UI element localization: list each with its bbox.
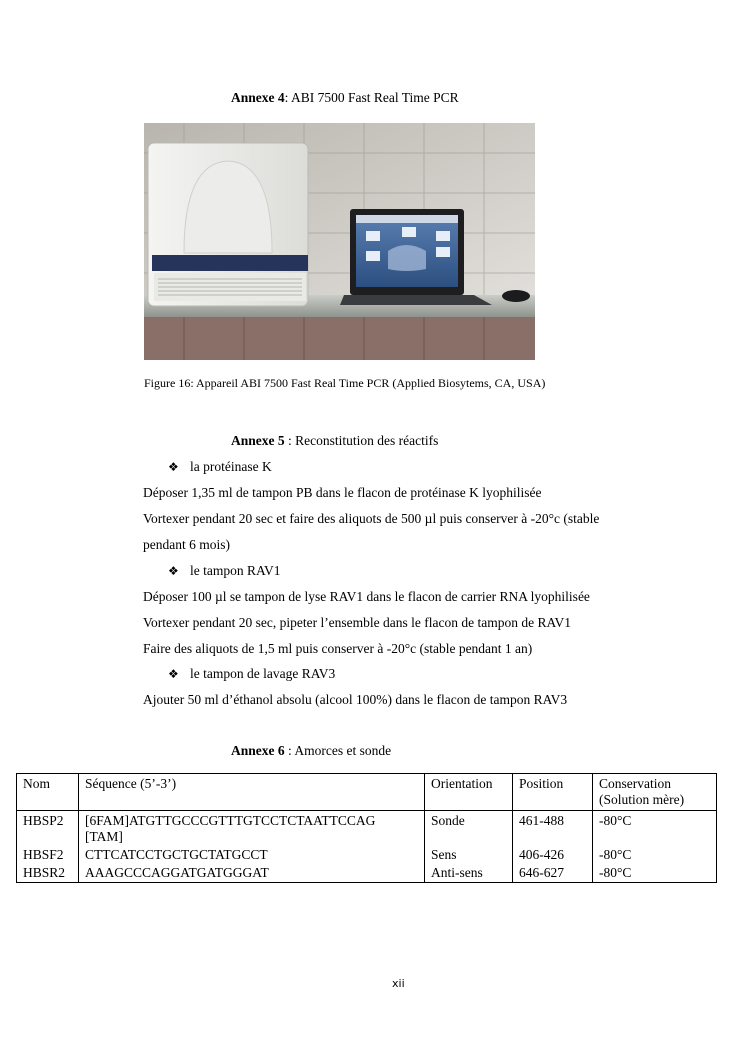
instruction-line: Ajouter 50 ml d’éthanol absolu (alcool 100%) dans le flacon de tampon RAV3: [143, 692, 568, 707]
instruction-line: Faire des aliquots de 1,5 ml puis conserver à -20°c (stable pendant 1 an): [143, 641, 533, 656]
cell-orientation: Sens: [425, 846, 513, 864]
annexe6-title-text: : Amorces et sonde: [284, 743, 392, 758]
list-item-heading: [168, 666, 335, 682]
diamond-bullet-icon: ❖: [168, 460, 179, 474]
annexe5-title-text: : Reconstitution des réactifs: [284, 433, 439, 448]
table-row: [17, 846, 717, 864]
primer-table: [16, 773, 717, 883]
cell-conservation: -80°C: [593, 811, 717, 847]
instruction-line: Vortexer pendant 20 sec et faire des aliquots de 500 µl puis conserver à -20°c (stable: [143, 511, 600, 526]
instruction-line: Déposer 1,35 ml de tampon PB dans le flacon de protéinase K lyophilisée: [143, 485, 542, 500]
cell-position: 461-488: [513, 811, 593, 847]
table-header-row: [17, 774, 717, 811]
instruction-line: Vortexer pendant 20 sec, pipeter l’ensemble dans le flacon de tampon de RAV1: [143, 615, 571, 630]
figure16-photo: [144, 123, 535, 360]
cell-conservation: -80°C: [593, 864, 717, 883]
item-heading-text: le tampon RAV1: [190, 563, 281, 578]
conservation-sublabel: (Solution mère): [599, 792, 685, 807]
cell-orientation: Sonde: [425, 811, 513, 847]
figure16-caption: Figure 16: Appareil ABI 7500 Fast Real Time PCR (Applied Biosytems, CA, USA): [144, 376, 546, 390]
annexe4-title-text: : ABI 7500 Fast Real Time PCR: [284, 90, 459, 105]
annexe6-title: [231, 743, 391, 759]
annexe4-title: [231, 90, 459, 106]
annexe4-label: Annexe 4: [231, 90, 285, 105]
column-header-orientation: Orientation: [425, 774, 513, 811]
cell-conservation: -80°C: [593, 846, 717, 864]
cell-sequence: CTTCATCCTGCTGCTATGCCT: [79, 846, 425, 864]
table-row: [17, 811, 717, 847]
annexe5-label: Annexe 5: [231, 433, 285, 448]
cell-sequence: [79, 811, 425, 847]
annexe6-label: Annexe 6: [231, 743, 285, 758]
column-header-nom: Nom: [17, 774, 79, 811]
list-item-heading: [168, 563, 281, 579]
cell-nom: HBSF2: [17, 846, 79, 864]
pcr-machine-photo: [144, 123, 535, 360]
page-number: xii: [392, 977, 405, 990]
instruction-line: Déposer 100 µl se tampon de lyse RAV1 dans le flacon de carrier RNA lyophilisée: [143, 589, 590, 604]
cell-nom: HBSR2: [17, 864, 79, 883]
cell-sequence: AAAGCCCAGGATGATGGGAT: [79, 864, 425, 883]
cell-position: 406-426: [513, 846, 593, 864]
diamond-bullet-icon: ❖: [168, 564, 179, 578]
table-row: [17, 864, 717, 883]
conservation-label: Conservation: [599, 776, 671, 791]
item-heading-text: la protéinase K: [190, 459, 272, 474]
item-heading-text: le tampon de lavage RAV3: [190, 666, 336, 681]
sequence-text: [6FAM]ATGTTGCCCGTTTGTCCTCTAATTCCAG: [85, 813, 376, 828]
column-header-sequence: Séquence (5’-3’): [79, 774, 425, 811]
sequence-text: [TAM]: [85, 829, 123, 844]
cell-nom: HBSP2: [17, 811, 79, 847]
cell-orientation: Anti-sens: [425, 864, 513, 883]
cell-position: 646-627: [513, 864, 593, 883]
annexe5-title: [231, 433, 438, 449]
diamond-bullet-icon: ❖: [168, 667, 179, 681]
list-item-heading: [168, 459, 272, 475]
instruction-line: pendant 6 mois): [143, 537, 230, 552]
column-header-position: Position: [513, 774, 593, 811]
column-header-conservation: [593, 774, 717, 811]
